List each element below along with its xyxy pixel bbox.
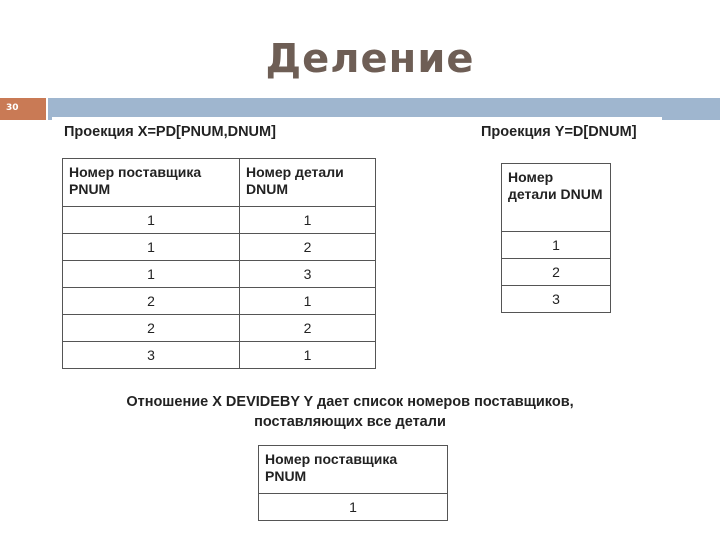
table-row [63,342,376,369]
projection-x-table [62,158,376,369]
column-header-supplier: Номер поставщика PNUM [63,159,240,207]
column-header-part: Номер детали DNUM [502,164,611,232]
projection-y-caption: Проекция Y=D[DNUM] [481,124,637,140]
table-cell: 1 [240,207,376,234]
table-row [63,234,376,261]
table-header-row [502,164,611,232]
table-cell: 1 [240,288,376,315]
table-row [63,261,376,288]
projection-x-caption: Проекция X=PD[PNUM,DNUM] [64,124,276,140]
table-cell: 2 [502,259,611,286]
table-cell: 1 [259,494,448,521]
table-cell: 2 [240,234,376,261]
projection-y-table [501,163,611,313]
table-row [502,232,611,259]
table-cell: 1 [63,207,240,234]
table-cell: 2 [63,288,240,315]
table-row [502,286,611,313]
table-row [63,207,376,234]
slide-title: Деление [265,36,475,82]
column-header-part: Номер детали DNUM [240,159,376,207]
table-cell: 3 [63,342,240,369]
result-table [258,445,448,521]
table-cell: 2 [240,315,376,342]
table-cell: 3 [240,261,376,288]
column-header-supplier: Номер поставщика PNUM [259,446,448,494]
page-number: 30 [6,103,19,113]
table-cell: 3 [502,286,611,313]
table-header-row [63,159,376,207]
result-text-line2: поставляющих все детали [254,414,446,430]
table-cell: 2 [63,315,240,342]
table-row [63,288,376,315]
table-header-row [259,446,448,494]
table-cell: 1 [502,232,611,259]
result-text-line1: Отношение X DEVIDEBY Y дает список номеров поставщиков, [126,394,574,410]
table-row [502,259,611,286]
result-description [60,392,640,432]
table-cell: 1 [63,234,240,261]
table-row [259,494,448,521]
table-cell: 1 [240,342,376,369]
table-row [63,315,376,342]
table-cell: 1 [63,261,240,288]
